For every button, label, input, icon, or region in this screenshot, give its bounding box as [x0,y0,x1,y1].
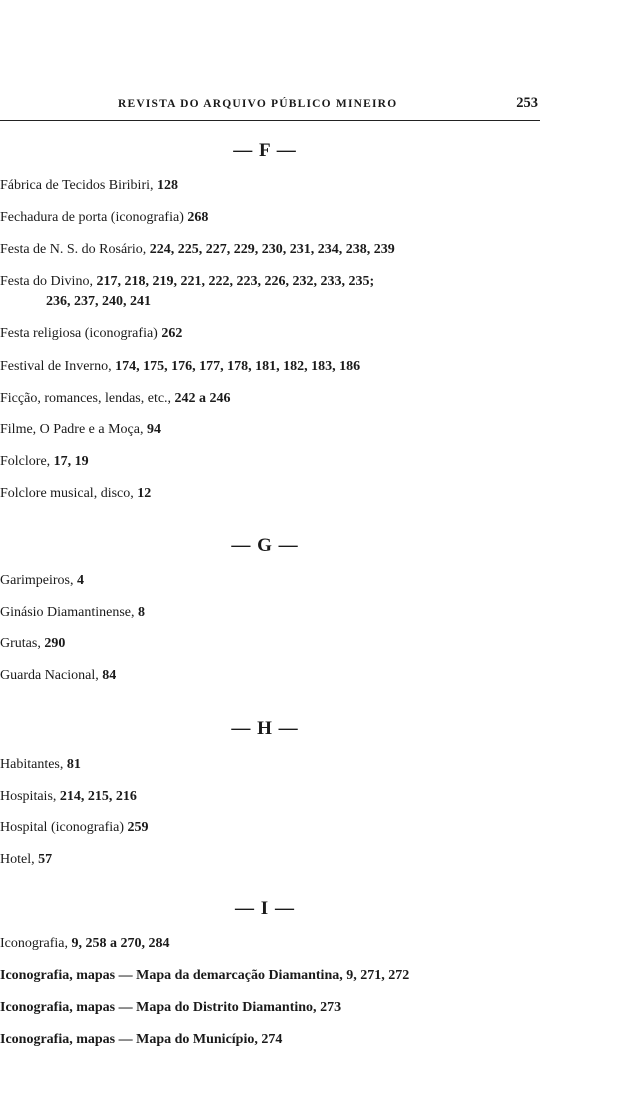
running-header [0,92,540,121]
journal-title: REVISTA DO ARQUIVO PÚBLICO MINEIRO [118,98,398,110]
index-entry: Habitantes, 81 [0,757,81,772]
index-entry: Ginásio Diamantinense, 8 [0,605,146,620]
index-entry: Hospitais, 214, 215, 216 [0,789,137,804]
index-entry: Ficção, romances, lendas, etc., 242 a 246 [0,391,231,406]
section-heading-g: — G — [231,535,299,556]
index-entry: Filme, O Padre e a Moça, 94 [0,422,161,437]
index-entry: Festa do Divino, 217, 218, 219, 221, 222, 223, 226, 232, 233, 235; 236, 237, 240, 241 [0,274,375,309]
index-entry: Folclore musical, disco, 12 [0,486,152,501]
index-entry: Folclore, 17, 19 [0,454,89,469]
index-entry: Festival de Inverno, 174, 175, 176, 177, 178, 181, 182, 183, 186 [0,359,361,374]
section-heading-f: — F — [233,140,297,161]
index-entry: Iconografia, mapas — Mapa do Distrito Diamantino, 273 [0,1000,342,1015]
index-entry: Iconografia, mapas — Mapa do Município, 274 [0,1032,283,1047]
index-entry: Festa religiosa (iconografia) 262 [0,326,183,341]
index-entry: Iconografia, mapas — Mapa da demarcação Diamantina, 9, 271, 272 [0,968,410,983]
index-entry: Grutas, 290 [0,636,66,651]
section-heading-i: — I — [235,898,295,919]
section-heading-h: — H — [231,718,299,739]
index-entry: Fechadura de porta (iconografia) 268 [0,210,209,225]
index-entry: Fábrica de Tecidos Biribiri, 128 [0,178,179,193]
index-entry: Hotel, 57 [0,852,53,867]
index-entry: Guarda Nacional, 84 [0,668,117,683]
index-entry: Hospital (iconografia) 259 [0,820,149,835]
page-number: 253 [516,95,538,111]
index-entry: Iconografia, 9, 258 a 270, 284 [0,936,170,951]
index-entry: Festa de N. S. do Rosário, 224, 225, 227, 229, 230, 231, 234, 238, 239 [0,242,395,257]
index-entry: Garimpeiros, 4 [0,573,84,588]
